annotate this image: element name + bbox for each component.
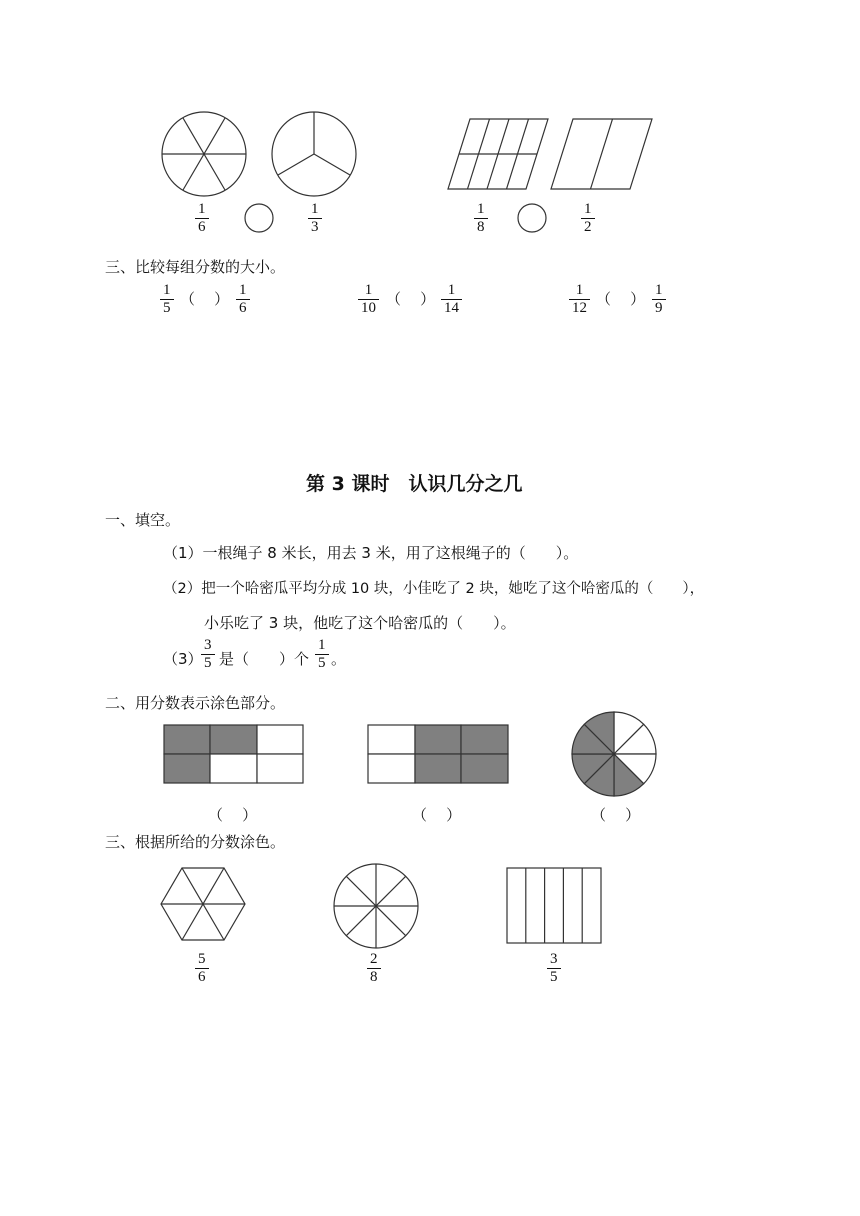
section-heading-compare: 三、比较每组分数的大小。 bbox=[105, 258, 286, 276]
question-3-prefix: （3） bbox=[163, 650, 203, 668]
question-2-line-2: 小乐吃了 3 块，他吃了这个哈密瓜的（ ）。 bbox=[204, 614, 516, 632]
target-fraction-circle: $\frac{2}{8}$ bbox=[367, 951, 381, 986]
fraction-one-half: $\frac{1}{2}$ bbox=[581, 201, 595, 236]
compare-frac-1b: $\frac{1}{6}$ bbox=[236, 282, 250, 317]
answer-blank-circle[interactable]: （ ） bbox=[591, 806, 641, 824]
section-heading-color: 三、根据所给的分数涂色。 bbox=[105, 833, 286, 851]
section-heading-fill: 一、填空。 bbox=[105, 511, 181, 529]
section-heading-shaded: 二、用分数表示涂色部分。 bbox=[105, 694, 286, 712]
compare-frac-2b: $\frac{1}{14}$ bbox=[441, 282, 462, 317]
question-2-line-1: （2）把一个哈密瓜平均分成 10 块，小佳吃了 2 块，她吃了这个哈密瓜的（ ）， bbox=[163, 581, 705, 597]
answer-blank-rect-2[interactable]: （ ） bbox=[412, 806, 462, 824]
fraction-one-third: $\frac{1}{3}$ bbox=[308, 201, 322, 236]
answer-blank-rect-1[interactable]: （ ） bbox=[208, 806, 258, 824]
target-fraction-rectangle: $\frac{3}{5}$ bbox=[547, 951, 561, 986]
question-3-fraction-b: $\frac{1}{5}$ bbox=[315, 637, 329, 672]
question-3-fraction-a: $\frac{3}{5}$ bbox=[201, 637, 215, 672]
fraction-one-eighth: $\frac{1}{8}$ bbox=[474, 201, 488, 236]
lesson-title: 第 3 课时 认识几分之几 bbox=[306, 473, 523, 495]
compare-frac-2a: $\frac{1}{10}$ bbox=[358, 282, 379, 317]
compare-frac-1a: $\frac{1}{5}$ bbox=[160, 282, 174, 317]
compare-frac-3b: $\frac{1}{9}$ bbox=[652, 282, 666, 317]
question-1: （1）一根绳子 8 米长，用去 3 米，用了这根绳子的（ ）。 bbox=[163, 544, 579, 562]
question-3-mid: 是（ ）个 bbox=[219, 650, 310, 668]
compare-frac-3a: $\frac{1}{12}$ bbox=[569, 282, 590, 317]
question-3-end: 。 bbox=[331, 650, 347, 668]
compare-blank-3[interactable]: （ ） bbox=[596, 290, 646, 308]
compare-blank-1[interactable]: （ ） bbox=[180, 290, 230, 308]
fraction-one-sixth: $\frac{1}{6}$ bbox=[195, 201, 209, 236]
compare-blank-2[interactable]: （ ） bbox=[386, 290, 436, 308]
target-fraction-hexagon: $\frac{5}{6}$ bbox=[195, 951, 209, 986]
